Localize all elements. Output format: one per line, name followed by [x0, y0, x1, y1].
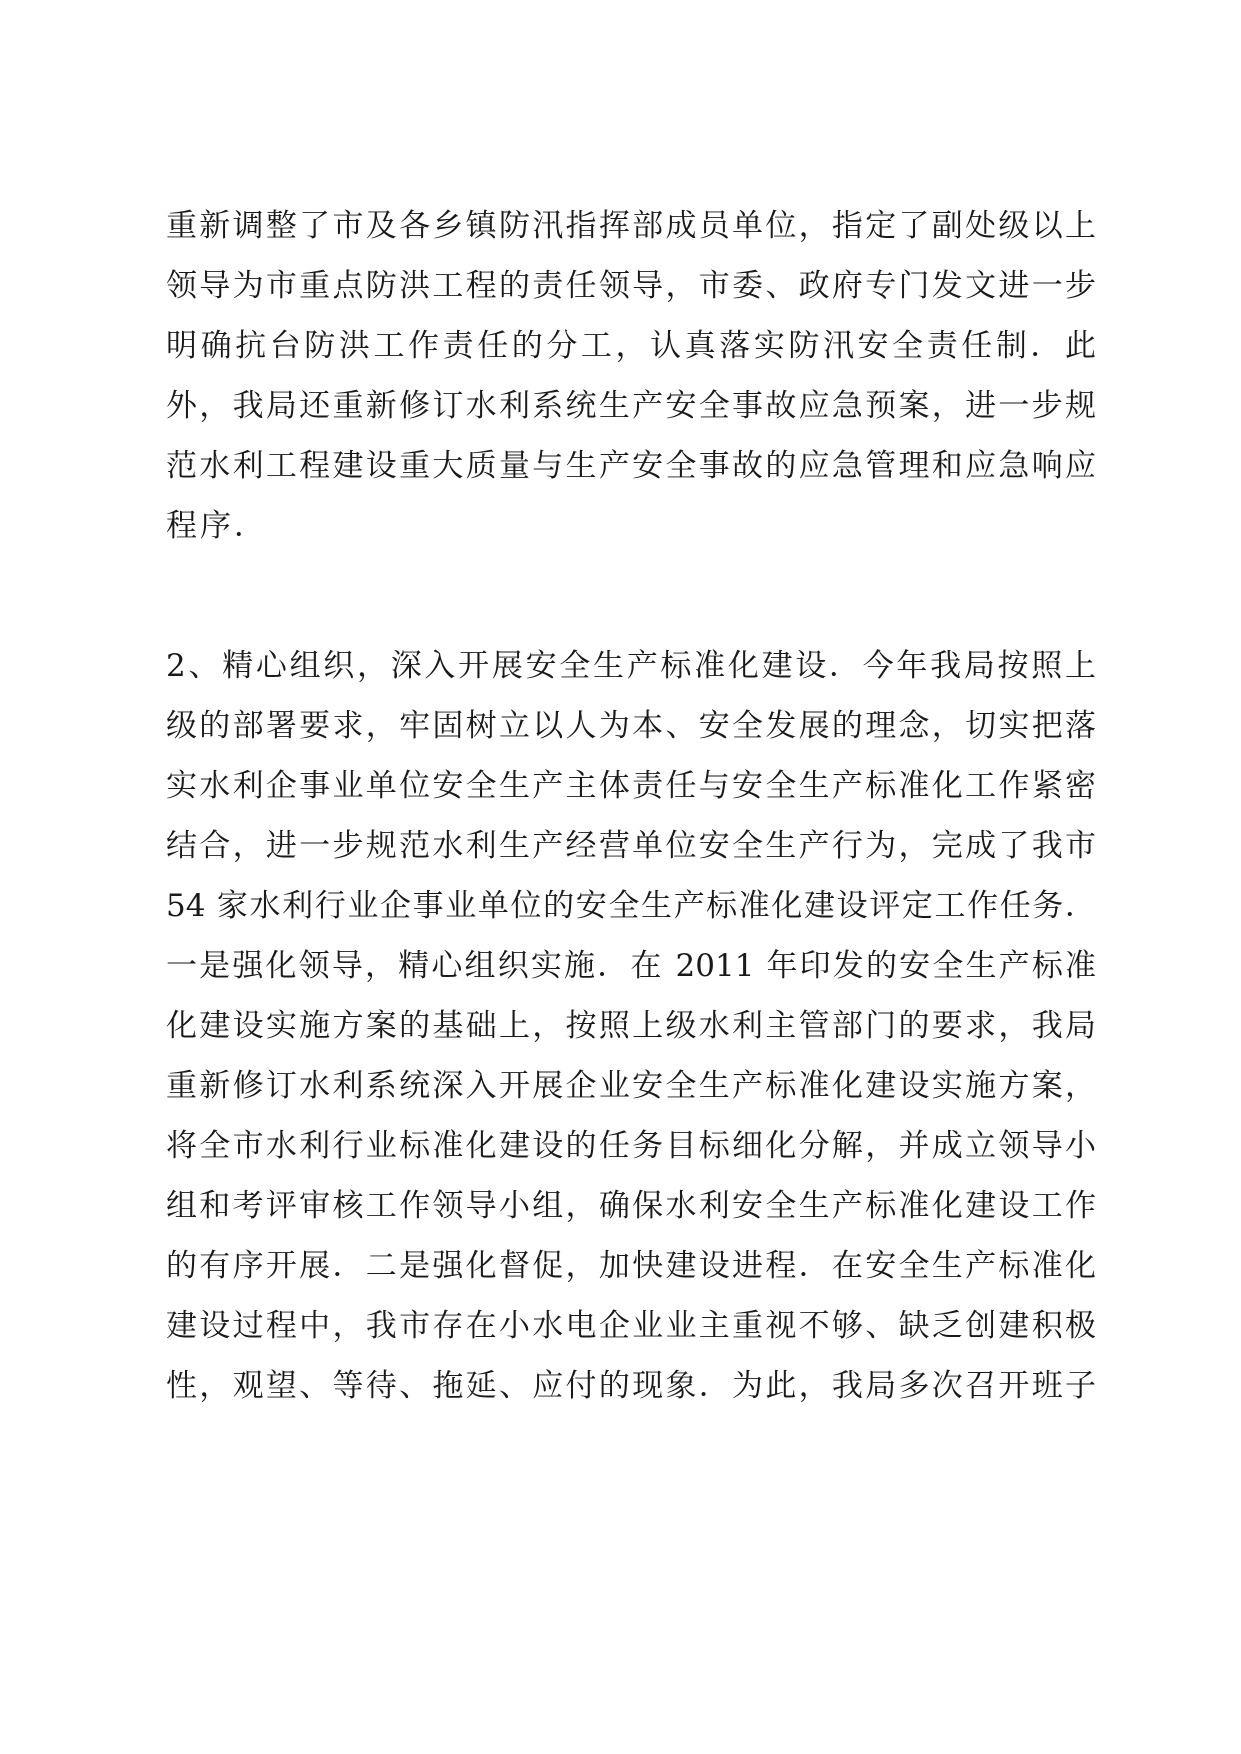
paragraph-line: 明确抗台防洪工作责任的分工，认真落实防汛安全责任制．此: [166, 328, 1096, 364]
paragraph-line: 重新修订水利系统深入开展企业安全生产标准化建设实施方案，: [166, 1068, 1096, 1104]
paragraph-line: 领导为市重点防洪工程的责任领导，市委、政府专门发文进一步: [166, 268, 1096, 304]
paragraph-line: 一是强化领导，精心组织实施．在 2011 年印发的安全生产标准: [166, 948, 1096, 984]
paragraph-line: 54 家水利行业企事业单位的安全生产标准化建设评定工作任务．: [166, 888, 1096, 924]
paragraph-line: 的有序开展．二是强化督促，加快建设进程．在安全生产标准化: [166, 1248, 1096, 1284]
paragraph-line: 性，观望、等待、拖延、应付的现象．为此，我局多次召开班子: [166, 1368, 1096, 1404]
paragraph-line: 范水利工程建设重大质量与生产安全事故的应急管理和应急响应: [166, 448, 1096, 484]
paragraph-line: 级的部署要求，牢固树立以人为本、安全发展的理念，切实把落: [166, 708, 1096, 744]
paragraph-line: 外，我局还重新修订水利系统生产安全事故应急预案，进一步规: [166, 388, 1096, 424]
paragraph-line: 组和考评审核工作领导小组，确保水利安全生产标准化建设工作: [166, 1188, 1096, 1224]
paragraph-line: 2、精心组织，深入开展安全生产标准化建设．今年我局按照上: [166, 648, 1096, 684]
paragraph-line: 程序．: [166, 508, 268, 544]
paragraph-line: 结合，进一步规范水利生产经营单位安全生产行为，完成了我市: [166, 828, 1096, 864]
paragraph-line: 建设过程中，我市存在小水电企业业主重视不够、缺乏创建积极: [166, 1308, 1096, 1344]
paragraph-line: 重新调整了市及各乡镇防汛指挥部成员单位，指定了副处级以上: [166, 208, 1096, 244]
paragraph-line: 实水利企事业单位安全生产主体责任与安全生产标准化工作紧密: [166, 768, 1096, 804]
paragraph-line: 将全市水利行业标准化建设的任务目标细化分解，并成立领导小: [166, 1128, 1096, 1164]
paragraph-line: 化建设实施方案的基础上，按照上级水利主管部门的要求，我局: [166, 1008, 1096, 1044]
